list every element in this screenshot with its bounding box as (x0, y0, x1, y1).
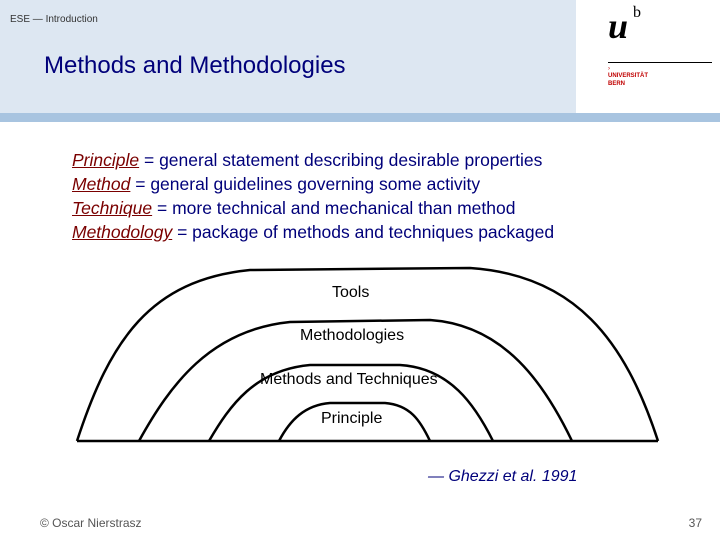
term-methodology: Methodology (72, 222, 173, 242)
term-technique: Technique (72, 198, 153, 218)
definition-text: = more technical and mechanical than method (152, 198, 516, 218)
definition-text: = package of methods and techniques packaged (172, 222, 555, 242)
layer-label-methods-techniques: Methods and Techniques (260, 371, 438, 388)
logo-b: b (633, 4, 641, 21)
logo-panel (576, 0, 720, 113)
definition-methodology (72, 220, 692, 244)
term-principle: Principle (72, 150, 140, 170)
logo-u: u (608, 6, 629, 46)
definition-method (72, 172, 692, 196)
definitions-list (72, 148, 692, 244)
layer-label-tools: Tools (332, 284, 370, 301)
definition-technique (72, 196, 692, 220)
page-number: 37 (688, 516, 702, 530)
citation: — Ghezzi et al. 1991 (428, 468, 578, 485)
logo-rule (608, 62, 712, 63)
logo-university: UNIVERSITÄT (608, 73, 649, 79)
section-label: ESE — Introduction (10, 14, 98, 25)
term-method: Method (72, 174, 131, 194)
logo-city: BERN (608, 81, 626, 87)
footer-copyright: © Oscar Nierstrasz (40, 516, 142, 530)
logo-arrow: › (608, 66, 610, 72)
layer-label-methodologies: Methodologies (300, 327, 405, 344)
definition-text: = general statement describing desirable properties (139, 150, 543, 170)
layer-label-principle: Principle (321, 410, 383, 427)
header-stripe (0, 113, 720, 122)
definition-text: = general guidelines governing some activity (130, 174, 481, 194)
slide-title: Methods and Methodologies (44, 52, 346, 79)
definition-principle (72, 148, 692, 172)
